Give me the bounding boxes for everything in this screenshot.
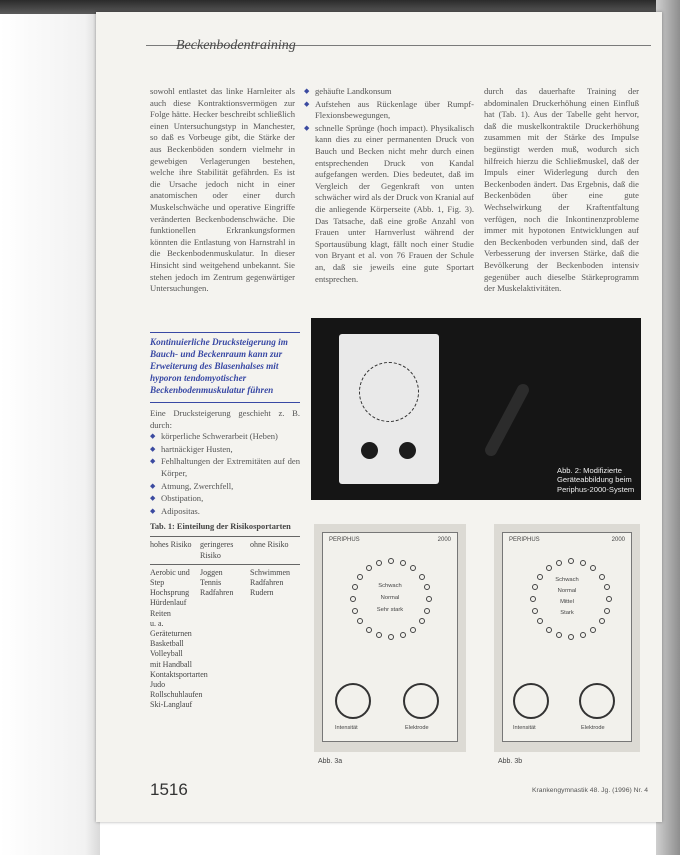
running-header-title: Beckenbodentraining <box>176 38 296 53</box>
dial-dot <box>556 632 562 638</box>
dial-dot <box>400 560 406 566</box>
table-cell: mit Handball <box>150 659 192 669</box>
dial-dot <box>590 627 596 633</box>
risk-table <box>150 522 300 752</box>
dial-word: Stark <box>560 610 574 616</box>
dial-dot <box>590 565 596 571</box>
table-cell: Radfahren <box>200 588 234 598</box>
table-body <box>150 565 300 711</box>
figure-3b-top-label: PERIPHUS <box>509 537 540 543</box>
dial-dot <box>568 558 574 564</box>
table-cell: Volleyball <box>150 649 183 659</box>
list-item: ◆ Obstipation, <box>150 493 300 505</box>
figure-3b-top-number: 2000 <box>611 537 625 543</box>
table-cell: Hochsprung <box>150 588 190 598</box>
dial-dot <box>357 574 363 580</box>
dial-dot <box>376 560 382 566</box>
dial-dot <box>580 632 586 638</box>
table-cell: Ski-Langlauf <box>150 700 193 710</box>
probe-electrode <box>483 382 531 458</box>
dial-word: Normal <box>557 588 577 594</box>
knob-label: Elektrode <box>405 725 429 731</box>
dial-dot <box>546 565 552 571</box>
list-item: ◆ schnelle Sprünge (hoch impact). Physikalisch kann dies zu einer permanenten Druck von Bauch und Becken nicht mehr durch einen entsprechenden Druck von Kandal aufgefangen werden. Dies bedeutet, daß im Vergleich der Gegenkraft von unten schwächer wird als der Druck von Kranial auf die anliegende Körperseite (Abb. 1, Fig. 3). Das Tatsache, daß eine große Anzahl von Frauen unter Harnverlust während der Sportausübung klagt, fällt noch einer Studie von Bryant et al. von 76 Frauen der Schule an, daß sie jeweils eine gute Sportart entsprechen. <box>304 123 474 285</box>
column-3-body <box>484 86 639 326</box>
dial-dot <box>410 627 416 633</box>
figure-3a-caption: Abb. 3a <box>318 758 343 765</box>
document-page <box>96 12 662 822</box>
dial-dot <box>366 627 372 633</box>
column-3-paragraph: durch das dauerhafte Training der abdominalen Druckerhöhung einen Einfluß hat (Tab. 1). Aus der Tabelle geht hervor, daß die muskelkontraktile Druckerhöhung zusammen mit der Stärke des Impulse begünstigt werden muß, wodurch sich hilfreich hierzu die Schließmuskel, daß der Impuls einer Widerlegung durch den Beckenboden ändert. Das Ergebnis, daß die Beckenböden über eine gute Wechselwirkung der Kraftentfaltung verfügen, noch die Inkontinenzprobleme immer mit hypotonen Entwicklungen auf den Beckenboden verbunden sind, daß der Verbesserung der inversen Stärke, daß die Bevölkerung der Beckenboden intensiv gegenüber auch dieselbe Stärkeprogramm der Muskelaktivitäten. <box>484 86 639 294</box>
table-cell: Schwimmen <box>250 567 290 577</box>
figure-3b <box>494 524 640 752</box>
callout-rule-bottom <box>150 402 300 403</box>
dial-dot <box>546 627 552 633</box>
figure-3a <box>314 524 466 752</box>
table-cell: Kontaktsportarten <box>150 669 208 679</box>
table-column-high-risk <box>150 567 208 711</box>
dial-dot <box>410 565 416 571</box>
table-cell: Reiten <box>150 608 171 618</box>
knob-left <box>513 683 549 719</box>
table-cell: Joggen <box>200 567 223 577</box>
callout-rule-top <box>150 332 300 333</box>
dial-dot <box>419 574 425 580</box>
knob-left <box>335 683 371 719</box>
table-cell: Rudern <box>250 588 274 598</box>
table-header-cell: hohes Risiko <box>150 540 192 550</box>
dial-dot <box>419 618 425 624</box>
table-cell: Judo <box>150 680 166 690</box>
dial-dot <box>556 560 562 566</box>
dial-dot <box>388 558 394 564</box>
device-body <box>339 334 439 484</box>
column-1-body <box>150 86 295 336</box>
figure-3b-panel <box>502 532 632 742</box>
dial-dot <box>376 632 382 638</box>
journal-footer: Krankengymnastik 48. Jg. (1996) Nr. 4 <box>532 787 648 794</box>
list-intro: Eine Drucksteigerung geschieht z. B. durch: <box>150 408 300 430</box>
table-column-lower-risk <box>200 568 250 711</box>
table-cell: Tennis <box>200 578 222 588</box>
figure-3a-panel <box>322 532 458 742</box>
dial-dot <box>357 618 363 624</box>
knob-right <box>399 442 416 459</box>
dial-word: Schwach <box>378 583 402 589</box>
figure-3b-caption: Abb. 3b <box>498 758 523 765</box>
dial-dot <box>537 618 543 624</box>
table-cell: Rollschuhlaufen <box>150 690 203 700</box>
figure-3a-top-number: 2000 <box>437 537 451 543</box>
table-header-cell: geringeres Risiko <box>200 540 234 560</box>
list-item: ◆ Atmung, Zwerchfell, <box>150 481 300 493</box>
dial-dot <box>388 634 394 640</box>
dial-dot <box>580 560 586 566</box>
page-number: 1516 <box>150 780 188 799</box>
dial-dot <box>400 632 406 638</box>
knob-label: Elektrode <box>581 725 605 731</box>
table-header-cell: ohne Risiko <box>250 540 289 550</box>
column-2-body <box>304 86 474 326</box>
dial-word: Mittel <box>560 599 574 605</box>
photo-caption: Abb. 2: Modifizierte Geräteabbildung beim Periphus-2000-System <box>557 466 635 494</box>
table-cell: Aerobic und Step <box>150 567 190 588</box>
knob-left <box>361 442 378 459</box>
table-column-no-risk <box>250 568 300 711</box>
list-item: ◆ Fehlhaltungen der Extremitäten auf den Körper, <box>150 456 300 479</box>
table-header-row <box>150 537 300 564</box>
figure-3a-top-label: PERIPHUS <box>329 537 360 543</box>
dial-word: Sehr stark <box>376 607 404 613</box>
knob-right <box>579 683 615 719</box>
list-item: ◆ Adipositas. <box>150 506 300 518</box>
pressure-causes-list <box>150 431 300 517</box>
list-item: ◆ Aufstehen aus Rückenlage über Rumpf-Flexionsbewegungen, <box>304 99 474 122</box>
dial-word: Normal <box>380 595 400 601</box>
list-item: ◆ gehäufte Landkonsum <box>304 86 474 98</box>
table-cell: Basketball <box>150 639 184 649</box>
activity-list <box>304 86 474 285</box>
dial-ring <box>359 362 419 422</box>
knob-right <box>403 683 439 719</box>
scan-margin-left <box>0 0 100 855</box>
dial-dot <box>366 565 372 571</box>
list-item: ◆ hartnäckiger Husten, <box>150 444 300 456</box>
column-1-paragraph: sowohl entlastet das linke Harnleiter als auch diese Kontraktionsvermögen zur Folge hätte. Hecker beschreibt schließlich einen Untersuchungstyp in Manchester, so daß es Vorbeuge gibt, die Stärke der aus Beckenböden sondern vielmehr in gewebigen Verlagerungen bestehen, welche ihre Stabilität gefährden. Es ist die Ursache jedoch nicht in einer anatomischen oder einer durch Muskelschwäche und operative Eingriffe veränderten Beckenbodenschwäche. Die funktionellen Erkrankungsformen könnten die Entlastung von Harnstrahl in die Beckenbodenmuskulatur. In dieser Hinsicht sind weitgehend unbekannt. Sie stehen jedoch im Zentrum gegenwärtiger Untersuchungen. <box>150 86 295 294</box>
table-cell: u. a. Geräteturnen <box>150 618 192 639</box>
dial-word: Schwach <box>555 577 579 583</box>
table-cell: Hürdenlauf <box>150 598 187 608</box>
pull-quote: Kontinuierliche Drucksteigerung im Bauch- und Beckenraum kann zur Erweiterung des Blasenhalses mit hyporon tendomyotischer Beckenbodenmuskulatur führen <box>150 337 288 395</box>
dial-dot <box>568 634 574 640</box>
column-1-list-block <box>150 408 300 516</box>
table-title: Tab. 1: Einteilung der Risikosportarten <box>150 522 300 537</box>
table-cell: Radfahren <box>250 578 284 588</box>
knob-label: Intensität <box>335 725 358 731</box>
knob-label: Intensität <box>513 725 536 731</box>
dial-dot <box>599 618 605 624</box>
list-item: ◆ körperliche Schwerarbeit (Heben) <box>150 431 300 443</box>
